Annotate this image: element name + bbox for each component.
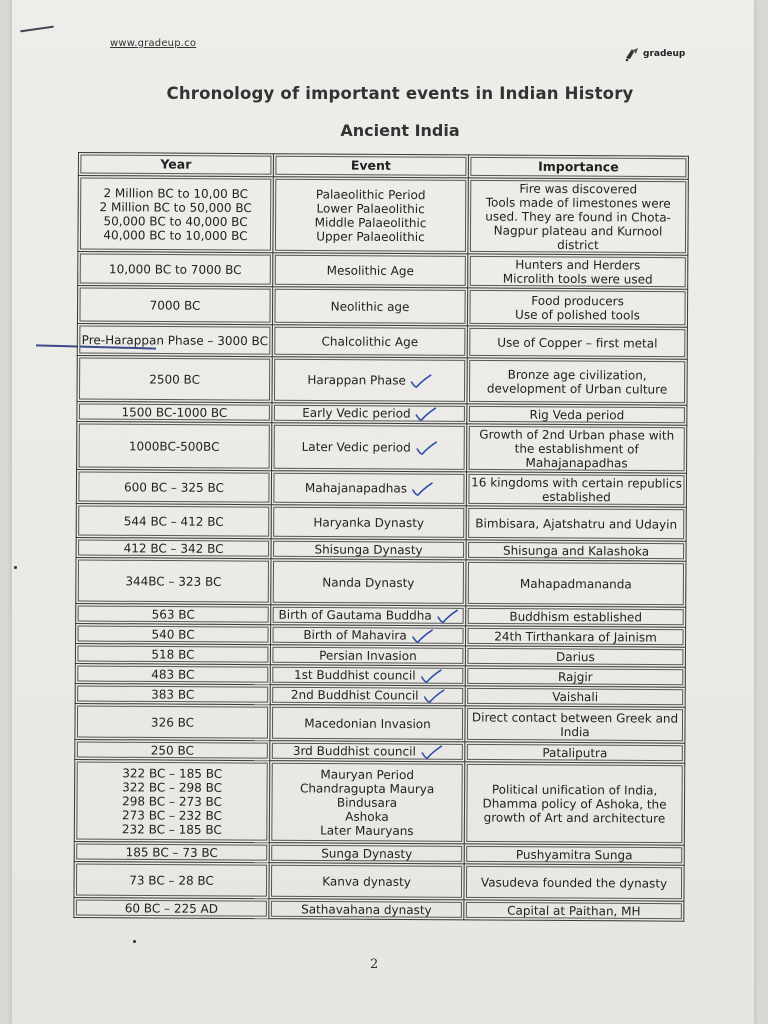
- cell-importance: [465, 742, 685, 763]
- importance-text: Food producers Use of polished tools: [515, 293, 640, 322]
- table-row: [76, 503, 686, 541]
- chronology-table: [73, 152, 689, 922]
- cell-event: [269, 899, 464, 920]
- cell-event: [271, 505, 466, 540]
- table-body: [74, 176, 689, 922]
- cell-importance: [466, 472, 686, 507]
- cell-event: [270, 741, 465, 762]
- importance-text: Capital at Paithan, MH: [507, 903, 641, 918]
- importance-text: Direct contact between Greek and India: [471, 709, 679, 739]
- cell-year: [74, 759, 269, 842]
- year-text: 518 BC: [151, 646, 195, 662]
- pen-tick-icon: [422, 688, 444, 704]
- cell-year: [75, 739, 270, 760]
- cell-year: [74, 897, 269, 918]
- year-text: 1500 BC-1000 BC: [121, 404, 228, 420]
- page-title: Chronology of important events in Indian History: [166, 84, 634, 103]
- cell-year: [75, 683, 270, 704]
- cell-year: [77, 323, 272, 356]
- cell-importance: [466, 606, 686, 627]
- cell-importance: [464, 844, 684, 865]
- importance-text: Darius: [556, 649, 595, 664]
- gradeup-logo-icon: [624, 46, 640, 62]
- cell-event: [272, 403, 467, 424]
- importance-text: Mahapadmananda: [519, 576, 632, 591]
- cell-year: [75, 643, 270, 664]
- table-row: [74, 861, 684, 901]
- stray-dot: [14, 566, 17, 569]
- year-text: 60 BC – 225 AD: [124, 900, 219, 916]
- cell-importance: [465, 626, 685, 647]
- event-text: Mauryan Period Chandragupta Maurya Bindusara Ashoka Later Mauryans: [299, 766, 435, 838]
- cell-importance: [466, 560, 686, 607]
- cell-year: [76, 537, 271, 558]
- event-text: Nanda Dynasty: [322, 575, 415, 590]
- importance-text: 16 kingdoms with certain republics established: [471, 474, 682, 504]
- table-row: [78, 252, 688, 290]
- importance-text: 24th Tirthankara of Jainism: [494, 629, 657, 645]
- year-text: 250 BC: [150, 742, 194, 758]
- cell-event: [272, 423, 467, 472]
- cell-event: [269, 843, 464, 864]
- year-text: 1000BC-500BC: [128, 438, 220, 454]
- cell-importance: [468, 178, 688, 255]
- importance-text: Rig Veda period: [529, 407, 625, 422]
- event-text: Neolithic age: [330, 299, 410, 314]
- cell-year: [77, 421, 272, 470]
- cell-year: [76, 469, 271, 504]
- importance-text: Bimbisara, Ajatshatru and Udayin: [475, 515, 678, 532]
- table-row: [75, 703, 685, 743]
- cell-year: [77, 286, 272, 325]
- cell-importance: [465, 686, 685, 707]
- year-text: 10,000 BC to 7000 BC: [108, 261, 242, 277]
- importance-text: Pataliputra: [542, 745, 608, 760]
- event-text: Macedonian Invasion: [304, 715, 431, 731]
- cell-importance: [467, 326, 687, 359]
- year-text: Pre-Harappan Phase – 3000 BC: [81, 332, 269, 348]
- cell-year: [74, 841, 269, 862]
- cell-event: [269, 863, 464, 900]
- year-text: 412 BC – 342 BC: [123, 540, 224, 556]
- importance-text: Pushyamitra Sunga: [515, 847, 633, 862]
- event-text: Later Vedic period: [301, 439, 411, 455]
- event-text: Mahajanapadhas: [304, 480, 408, 496]
- page-number: 2: [370, 957, 379, 972]
- year-text: 326 BC: [150, 714, 195, 730]
- cell-event: [270, 645, 465, 666]
- year-text: 483 BC: [151, 666, 195, 682]
- table-row: [77, 286, 687, 328]
- importance-text: Hunters and Herders Microlith tools were used: [502, 257, 653, 287]
- cell-year: [75, 703, 270, 740]
- header-year: Year: [78, 153, 273, 177]
- importance-text: Growth of 2nd Urban phase with the establishment of Mahajanapadhas: [479, 426, 675, 470]
- cell-event: [272, 325, 467, 358]
- table-row: [77, 421, 687, 473]
- cell-year: [78, 252, 273, 287]
- chronology-table-wrapper: [73, 152, 689, 922]
- cell-year: [76, 503, 271, 538]
- cell-event: [270, 705, 465, 742]
- event-text: Haryanka Dynasty: [313, 514, 425, 530]
- year-text: 2 Million BC to 10,00 BC 2 Million BC to 50,000 BC 50,000 BC to 40,000 BC 40,000 BC to 10,000 BC: [99, 185, 252, 243]
- importance-text: Vaishali: [552, 689, 599, 704]
- year-text: 544 BC – 412 BC: [123, 513, 224, 529]
- cell-event: [271, 471, 466, 506]
- cell-event: [270, 665, 465, 686]
- pen-tick-icon: [410, 373, 432, 389]
- year-text: 73 BC – 28 BC: [129, 872, 214, 888]
- cell-year: [77, 355, 272, 402]
- table-row: [77, 355, 687, 405]
- importance-text: Political unification of India, Dhamma policy of Ashoka, the growth of Art and architecture: [482, 782, 667, 826]
- cell-importance: [468, 254, 688, 289]
- year-text: 7000 BC: [149, 297, 201, 313]
- header-event: Event: [273, 154, 468, 178]
- event-text: Palaeolithic Period Lower Palaeolithic Middle Palaeolithic Upper Palaeolithic: [314, 186, 427, 244]
- cell-year: [75, 623, 270, 644]
- cell-year: [76, 557, 271, 604]
- event-text: Chalcolithic Age: [321, 333, 419, 349]
- pen-tick-icon: [436, 608, 458, 624]
- pen-tick-icon: [411, 481, 433, 497]
- importance-text: Rajgir: [557, 669, 593, 684]
- importance-text: Bronze age civilization, development of Urban culture: [486, 367, 668, 397]
- section-title: Ancient India: [340, 121, 460, 140]
- year-text: 185 BC – 73 BC: [125, 844, 218, 860]
- table-row: [77, 323, 687, 359]
- event-text: Persian Invasion: [319, 647, 417, 663]
- cell-year: [74, 861, 269, 898]
- cell-year: [75, 663, 270, 684]
- cell-importance: [467, 358, 687, 405]
- event-text: Sunga Dynasty: [321, 845, 413, 861]
- year-text: 540 BC: [151, 626, 195, 642]
- cell-importance: [464, 762, 684, 845]
- logo-text: gradeup: [643, 49, 686, 59]
- year-text: 344BC – 323 BC: [125, 573, 222, 589]
- pen-tick-icon: [411, 628, 433, 644]
- cell-importance: [466, 506, 686, 541]
- cell-event: [273, 253, 468, 288]
- cell-event: [272, 357, 467, 404]
- event-text: Harappan Phase: [307, 372, 406, 388]
- event-text: Mesolithic Age: [326, 263, 414, 278]
- table-row: [78, 176, 688, 256]
- pen-tick-icon: [415, 440, 437, 456]
- gradeup-logo: [624, 46, 685, 62]
- event-text: Kanva dynasty: [322, 874, 411, 889]
- event-text: 3rd Buddhist council: [292, 743, 416, 759]
- cell-event: [270, 625, 465, 646]
- website-url: www.gradeup.co: [110, 38, 197, 49]
- cell-importance: [467, 424, 687, 473]
- cell-importance: [467, 288, 687, 327]
- table-row: [74, 759, 684, 845]
- importance-text: Vasudeva founded the dynasty: [480, 874, 668, 891]
- cell-year: [76, 603, 271, 624]
- cell-importance: [465, 646, 685, 667]
- event-text: Birth of Gautama Buddha: [278, 607, 432, 623]
- cell-event: [272, 287, 467, 326]
- cell-event: [271, 605, 466, 626]
- cell-importance: [464, 900, 684, 921]
- cell-importance: [466, 540, 686, 561]
- cell-importance: [464, 864, 684, 901]
- event-text: Early Vedic period: [302, 405, 411, 421]
- cell-importance: [465, 666, 685, 687]
- importance-text: Shisunga and Kalashoka: [502, 543, 650, 558]
- cell-year: [78, 176, 273, 253]
- event-text: Sathavahana dynasty: [301, 901, 432, 917]
- table-row: [74, 897, 684, 921]
- cell-year: [77, 401, 272, 422]
- cell-event: [273, 177, 468, 254]
- cell-event: [269, 761, 464, 844]
- event-text: 2nd Buddhist Council: [290, 687, 419, 703]
- year-text: 383 BC: [151, 686, 195, 702]
- year-text: 322 BC – 185 BC 322 BC – 298 BC 298 BC – 273 BC 273 BC – 232 BC 232 BC – 185 BC: [121, 765, 223, 837]
- event-text: Shisunga Dynasty: [314, 541, 423, 557]
- event-text: Birth of Mahavira: [303, 627, 407, 643]
- cell-event: [271, 559, 466, 606]
- year-text: 563 BC: [151, 606, 195, 622]
- cell-importance: [467, 404, 687, 425]
- table-row: [76, 469, 686, 507]
- event-text: 1st Buddhist council: [293, 667, 416, 683]
- cell-event: [270, 685, 465, 706]
- year-text: 600 BC – 325 BC: [123, 479, 224, 495]
- importance-text: Buddhism established: [509, 609, 643, 624]
- cell-event: [271, 539, 466, 560]
- cell-importance: [465, 706, 685, 743]
- importance-text: Use of Copper – first metal: [497, 335, 658, 351]
- header-importance: Importance: [468, 155, 688, 179]
- pen-tick-icon: [420, 744, 442, 760]
- pen-tick-icon: [415, 406, 437, 422]
- stray-dot: [133, 940, 136, 943]
- year-text: 2500 BC: [149, 371, 201, 387]
- table-row: [76, 557, 686, 607]
- importance-text: Fire was discovered Tools made of limestones were used. They are found in Chota-Nagpur plateau and Kurnool district: [485, 181, 671, 252]
- pen-tick-icon: [420, 668, 442, 684]
